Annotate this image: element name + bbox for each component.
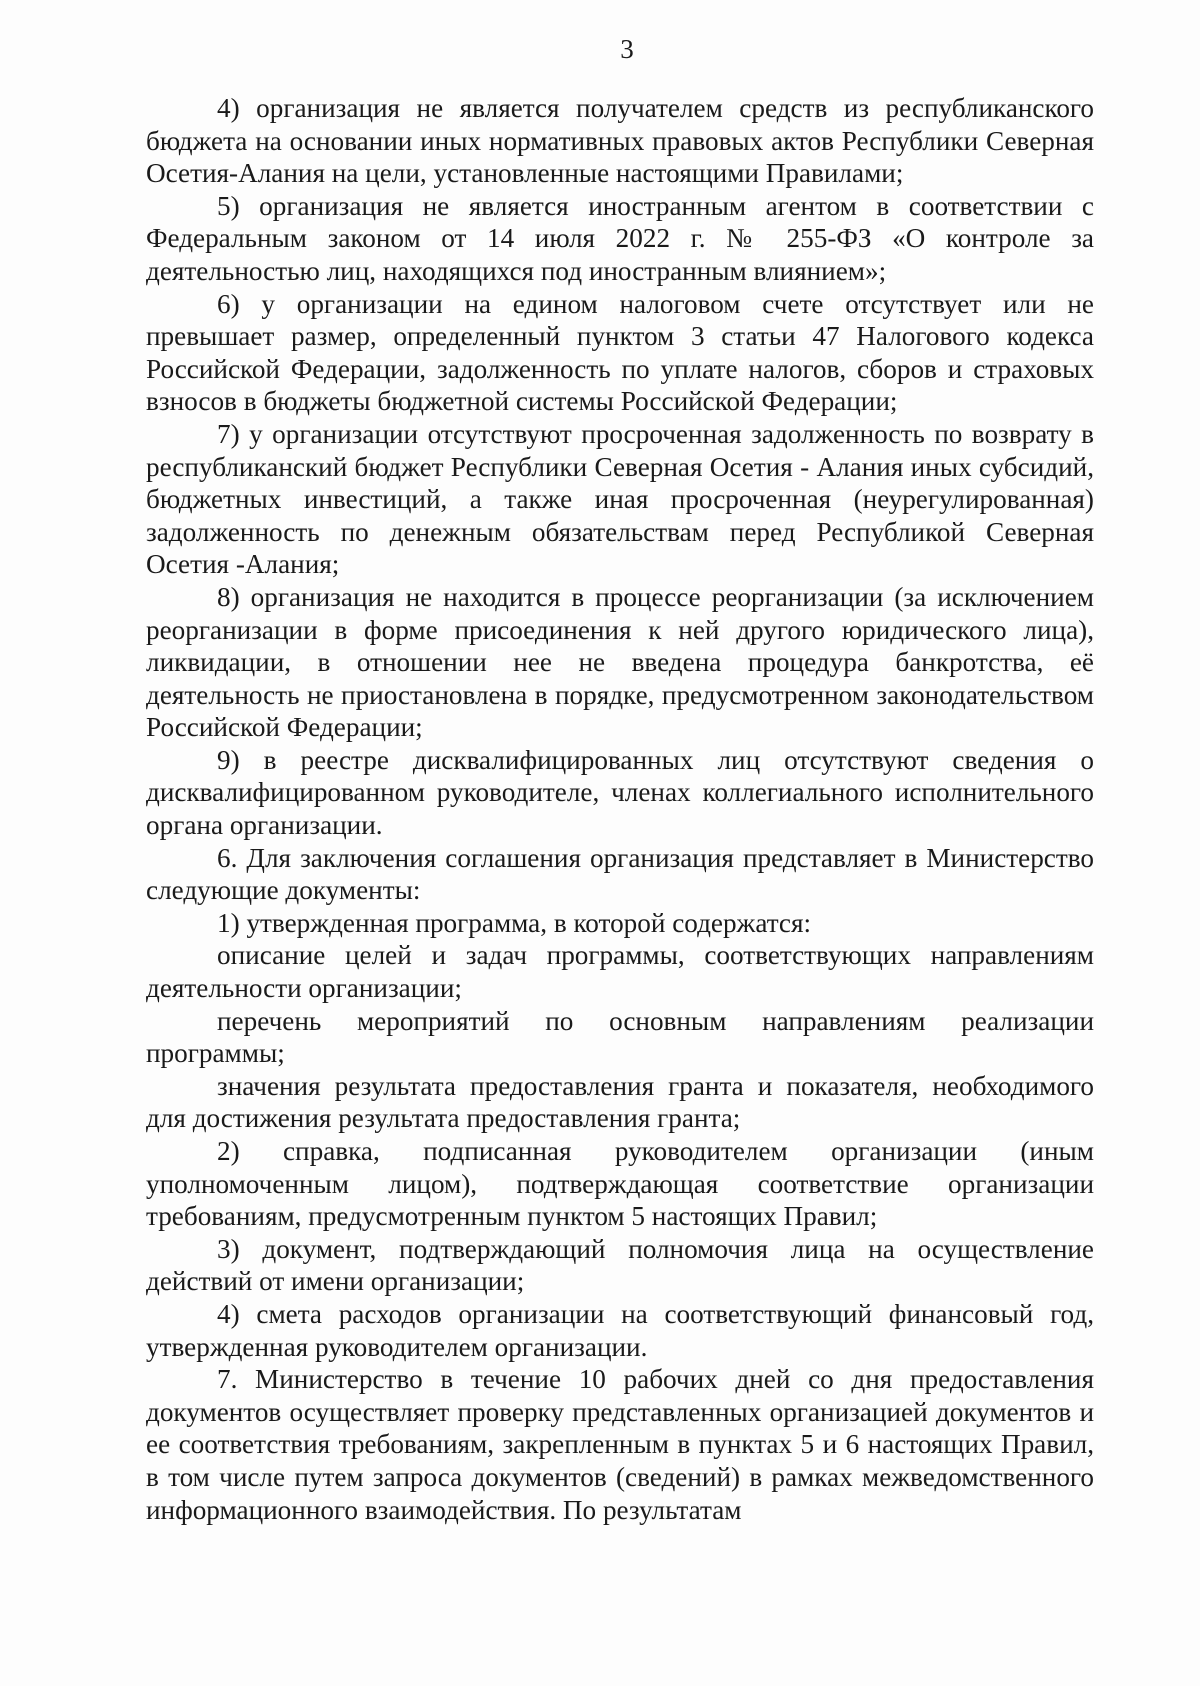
paragraph-clause-6: 6. Для заключения соглашения организация представляет в Министерство следующие документы:: [146, 842, 1094, 906]
paragraph-item-5: 5) организация не является иностранным агентом в соответствии с Федеральным законом от 14 июля 2022 г. № 255-ФЗ «О контроле за деятельностью лиц, находящихся под иностранным влиянием»;: [146, 190, 1094, 286]
paragraph-doc-1: 1) утвержденная программа, в которой содержатся:: [217, 907, 812, 938]
paragraph-doc-1-events: перечень мероприятий по основным направлениям реализации программы;: [146, 1005, 1094, 1069]
paragraph-clause-7: 7. Министерство в течение 10 рабочих дней со дня предоставления документов осуществляет проверку представленных организацией документов и ее соответствия требованиям, закрепленным в пунктах 5 и 6 настоящих Правил, в том числе путем запроса документов (сведений) в рамках межведомственного информационного взаимодействия. По результатам: [146, 1364, 1094, 1525]
paragraph-doc-2: 2) справка, подписанная руководителем организации (иным уполномоченным лицом), подтверждающая соответствие организации требованиям, предусмотренным пунктом 5 настоящих Правил;: [146, 1136, 1094, 1232]
paragraph-doc-1-results: значения результата предоставления гранта и показателя, необходимого для достижения результата предоставления гранта;: [146, 1070, 1094, 1134]
paragraph-item-9: 9) в реестре дисквалифицированных лиц отсутствуют сведения о дисквалифицированном руководителе, членах коллегиального исполнительного органа организации.: [146, 744, 1094, 841]
paragraph-item-6: 6) у организации на едином налоговом счете отсутствует или не превышает размер, определенный пунктом 3 статьи 47 Налогового кодекса Российской Федерации, задолженность по уплате налогов, сборов и страховых взносов в бюджеты бюджетной системы Российской Федерации;: [146, 288, 1094, 417]
paragraph-item-4: 4) организация не является получателем средств из республиканского бюджета на основании иных нормативных правовых актов Республики Северная Осетия-Алания на цели, установленные настоящими Правилами;: [146, 93, 1094, 189]
paragraph-doc-4: 4) смета расходов организации на соответствующий финансовый год, утвержденная руководителем организации.: [146, 1298, 1094, 1362]
page-number: 3: [620, 34, 634, 64]
paragraph-item-7: 7) у организации отсутствуют просроченная задолженность по возврату в республиканский бюджет Республики Северная Осетия - Алания иных субсидий, бюджетных инвестиций, а также иная просроченная (неурегулированная) задолженность по денежным обязательствам перед Республикой Северная Осетия -Алания;: [146, 418, 1094, 580]
paragraph-doc-3: 3) документ, подтверждающий полномочия лица на осуществление действий от имени организации;: [146, 1233, 1094, 1297]
document-body: [146, 92, 1094, 1526]
paragraph-item-8: 8) организация не находится в процессе реорганизации (за исключением реорганизации в форме присоединения к ней другого юридического лица), ликвидации, в отношении нее не введена процедура банкротства, её деятельность не приостановлена в порядке, предусмотренном законодательством Российской Федерации;: [146, 581, 1094, 743]
paragraph-doc-1-goals: описание целей и задач программы, соответствующих направлениям деятельности организации;: [146, 940, 1094, 1004]
